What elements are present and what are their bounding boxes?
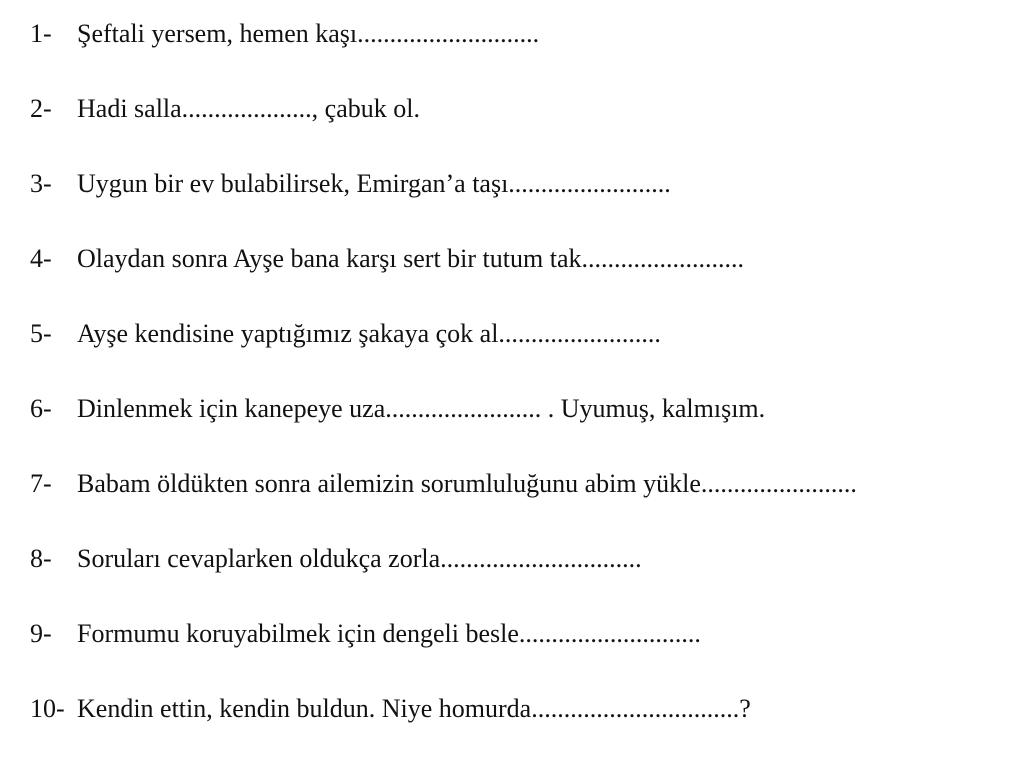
item-sentence: Kendin ettin, kendin buldun. Niye homurda................................?	[77, 694, 751, 723]
exercise-item-1	[30, 19, 857, 94]
exercise-item-2	[30, 94, 857, 169]
item-number: 10-	[30, 694, 65, 723]
item-number: 7-	[30, 469, 52, 498]
item-sentence: Babam öldükten sonra ailemizin sorumluluğunu abim yükle........................	[77, 469, 857, 498]
item-number: 8-	[30, 544, 52, 573]
item-sentence: Dinlenmek için kanepeye uza........................ . Uyumuş, kalmışım.	[77, 394, 766, 423]
item-sentence: Ayşe kendisine yaptığımız şakaya çok al.........................	[77, 319, 661, 348]
item-sentence: Hadi salla...................., çabuk ol.	[77, 94, 420, 123]
exercise-item-10	[30, 694, 857, 769]
item-sentence: Formumu koruyabilmek için dengeli besle............................	[77, 619, 701, 648]
item-number: 2-	[30, 94, 52, 123]
exercise-item-5	[30, 319, 857, 394]
item-number: 6-	[30, 394, 52, 423]
item-number: 1-	[30, 19, 52, 48]
exercise-item-8	[30, 544, 857, 619]
item-number: 9-	[30, 619, 52, 648]
exercise-item-7	[30, 469, 857, 544]
item-sentence: Olaydan sonra Ayşe bana karşı sert bir tutum tak.........................	[77, 244, 744, 273]
item-number: 5-	[30, 319, 52, 348]
exercise-item-4	[30, 244, 857, 319]
exercise-item-6	[30, 394, 857, 469]
item-sentence: Soruları cevaplarken oldukça zorla...............................	[77, 544, 642, 573]
item-number: 3-	[30, 169, 52, 198]
exercise-list	[30, 19, 857, 769]
item-number: 4-	[30, 244, 52, 273]
item-sentence: Şeftali yersem, hemen kaşı............................	[77, 19, 540, 48]
exercise-item-3	[30, 169, 857, 244]
item-sentence: Uygun bir ev bulabilirsek, Emirgan’a taşı.........................	[77, 169, 671, 198]
exercise-item-9	[30, 619, 857, 694]
